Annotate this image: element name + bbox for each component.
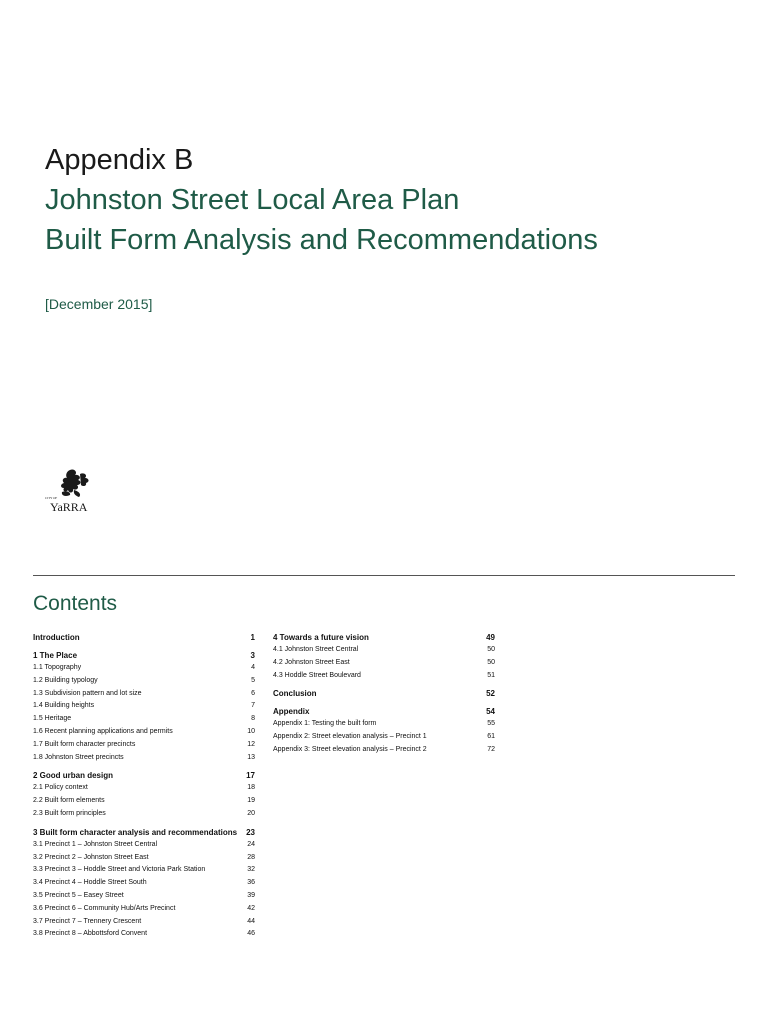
toc-left-column <box>33 631 255 941</box>
toc-entry-label: 4 Towards a future vision <box>273 633 369 642</box>
toc-entry-page: 13 <box>247 753 255 761</box>
toc-entry-label: 1.1 Topography <box>33 664 82 671</box>
toc-subsection-entry[interactable] <box>33 877 255 890</box>
toc-entry-label: 3.5 Precinct 5 – Easey Street <box>33 891 124 899</box>
toc-subsection-entry[interactable] <box>33 852 255 865</box>
title-block <box>45 140 598 260</box>
toc-entry-label: 4.2 Johnston Street East <box>273 658 350 666</box>
toc-entry-label: 3.8 Precinct 8 – Abbottsford Convent <box>33 930 148 938</box>
toc-entry-label: Appendix 2: Street elevation analysis – Precinct 1 <box>273 733 427 741</box>
toc-entry-page: 28 <box>247 853 255 861</box>
toc-entry-page: 39 <box>247 891 255 899</box>
toc-entry-label: 1.2 Building typology <box>33 676 98 684</box>
toc-section-entry[interactable] <box>33 769 255 782</box>
toc-entry-page: 46 <box>247 930 255 938</box>
toc-subsection-entry[interactable] <box>33 795 255 808</box>
toc-entry-page: 24 <box>247 840 255 848</box>
toc-entry-page: 42 <box>247 904 255 912</box>
toc-entry-page: 52 <box>486 689 495 699</box>
toc-entry-label: 1.7 Built form character precincts <box>33 740 136 748</box>
section-divider <box>33 575 735 576</box>
document-title-line2: Built Form Analysis and Recommendations <box>45 224 598 256</box>
toc-subsection-entry[interactable] <box>33 839 255 852</box>
toc-right-column <box>273 631 495 757</box>
toc-entry-page: 50 <box>487 658 495 666</box>
appendix-heading: Appendix B <box>45 144 194 176</box>
toc-entry-page: 51 <box>487 671 495 679</box>
toc-subsection-entry[interactable] <box>33 808 255 821</box>
toc-entry-page: 20 <box>247 809 255 817</box>
toc-subsection-entry[interactable] <box>33 739 255 752</box>
toc-entry-page: 72 <box>487 745 495 753</box>
toc-entry-page: 12 <box>247 740 255 748</box>
toc-entry-page: 10 <box>247 727 255 735</box>
toc-entry-label: 2.1 Policy context <box>33 784 88 792</box>
toc-entry-label: 1.6 Recent planning applications and permits <box>33 727 173 735</box>
document-date: [December 2015] <box>45 296 153 312</box>
toc-subsection-entry[interactable] <box>33 662 255 675</box>
toc-subsection-entry[interactable] <box>33 903 255 916</box>
toc-section-entry[interactable] <box>273 687 495 700</box>
toc-entry-label: Appendix 1: Testing the built form <box>273 720 377 728</box>
toc-entry-page: 5 <box>251 676 255 684</box>
toc-entry-page: 17 <box>246 771 255 781</box>
toc-entry-page: 44 <box>247 917 255 925</box>
toc-entry-page: 32 <box>247 866 255 874</box>
toc-entry-label: 3.7 Precinct 7 – Trennery Crescent <box>33 917 142 925</box>
toc-subsection-entry[interactable] <box>273 718 495 731</box>
toc-entry-page: 19 <box>247 797 255 805</box>
toc-entry-label: 3.2 Precinct 2 – Johnston Street East <box>33 853 149 861</box>
toc-entry-label: 3.6 Precinct 6 – Community Hub/Arts Precinct <box>33 904 176 912</box>
toc-subsection-entry[interactable] <box>33 700 255 713</box>
toc-section-entry[interactable] <box>33 631 255 644</box>
toc-subsection-entry[interactable] <box>33 688 255 701</box>
toc-entry-label: 4.3 Hoddle Street Boulevard <box>273 671 361 679</box>
toc-section-entry[interactable] <box>33 826 255 839</box>
toc-entry-page: 8 <box>251 715 255 723</box>
toc-entry-page: 1 <box>250 633 255 642</box>
toc-entry-label: 2 Good urban design <box>33 771 114 781</box>
toc-section-entry[interactable] <box>33 649 255 662</box>
toc-entry-label: 2.2 Built form elements <box>33 797 105 805</box>
toc-subsection-entry[interactable] <box>33 713 255 726</box>
toc-subsection-entry[interactable] <box>273 644 495 657</box>
toc-subsection-entry[interactable] <box>33 928 255 941</box>
toc-entry-label: 1.3 Subdivision pattern and lot size <box>33 689 142 697</box>
toc-subsection-entry[interactable] <box>33 864 255 877</box>
toc-section-entry[interactable] <box>273 705 495 718</box>
toc-subsection-entry[interactable] <box>273 744 495 757</box>
contents-heading: Contents <box>33 592 118 615</box>
toc-entry-label: 3.4 Precinct 4 – Hoddle Street South <box>33 879 147 887</box>
toc-subsection-entry[interactable] <box>33 782 255 795</box>
logo-name-text: YaRRA <box>50 500 88 514</box>
toc-subsection-entry[interactable] <box>33 675 255 688</box>
toc-entry-label: 3 Built form character analysis and recommendations <box>33 827 238 837</box>
toc-entry-label: 1 The Place <box>33 651 78 660</box>
toc-entry-label: 1.8 Johnston Street precincts <box>33 753 124 761</box>
toc-entry-page: 7 <box>251 702 255 710</box>
toc-subsection-entry[interactable] <box>273 657 495 670</box>
toc-entry-page: 36 <box>247 879 255 887</box>
toc-subsection-entry[interactable] <box>273 731 495 744</box>
toc-subsection-entry[interactable] <box>33 890 255 903</box>
toc-entry-page: 18 <box>247 784 255 792</box>
document-title-line1: Johnston Street Local Area Plan <box>45 184 460 216</box>
logo-small-text: CITY OF <box>45 496 58 500</box>
toc-entry-page: 49 <box>486 633 495 642</box>
toc-entry-page: 6 <box>251 689 255 697</box>
toc-entry-label: Appendix <box>273 707 310 717</box>
toc-entry-label: 1.4 Building heights <box>33 702 95 710</box>
toc-entry-page: 3 <box>250 651 255 660</box>
toc-subsection-entry[interactable] <box>33 752 255 765</box>
toc-entry-label: 3.3 Precinct 3 – Hoddle Street and Victoria Park Station <box>33 866 206 874</box>
toc-subsection-entry[interactable] <box>33 916 255 929</box>
toc-entry-label: 1.5 Heritage <box>33 715 72 723</box>
toc-entry-label: Conclusion <box>273 689 317 699</box>
toc-entry-page: 54 <box>486 707 495 717</box>
toc-entry-page: 61 <box>487 733 495 741</box>
toc-entry-label: Appendix 3: Street elevation analysis – Precinct 2 <box>273 745 427 753</box>
toc-entry-label: Introduction <box>33 633 80 642</box>
yarra-logo-icon <box>44 466 104 514</box>
toc-entry-label: 2.3 Built form principles <box>33 809 106 817</box>
toc-entry-page: 4 <box>251 664 255 671</box>
toc-subsection-entry[interactable] <box>273 670 495 683</box>
toc-entry-label: 3.1 Precinct 1 – Johnston Street Central <box>33 840 158 848</box>
toc-entry-page: 50 <box>487 646 495 653</box>
toc-entry-label: 4.1 Johnston Street Central <box>273 646 359 653</box>
toc-entry-page: 55 <box>487 720 495 728</box>
yarra-logo <box>44 466 104 514</box>
toc-section-entry[interactable] <box>273 631 495 644</box>
toc-subsection-entry[interactable] <box>33 726 255 739</box>
toc-entry-page: 23 <box>246 827 255 837</box>
